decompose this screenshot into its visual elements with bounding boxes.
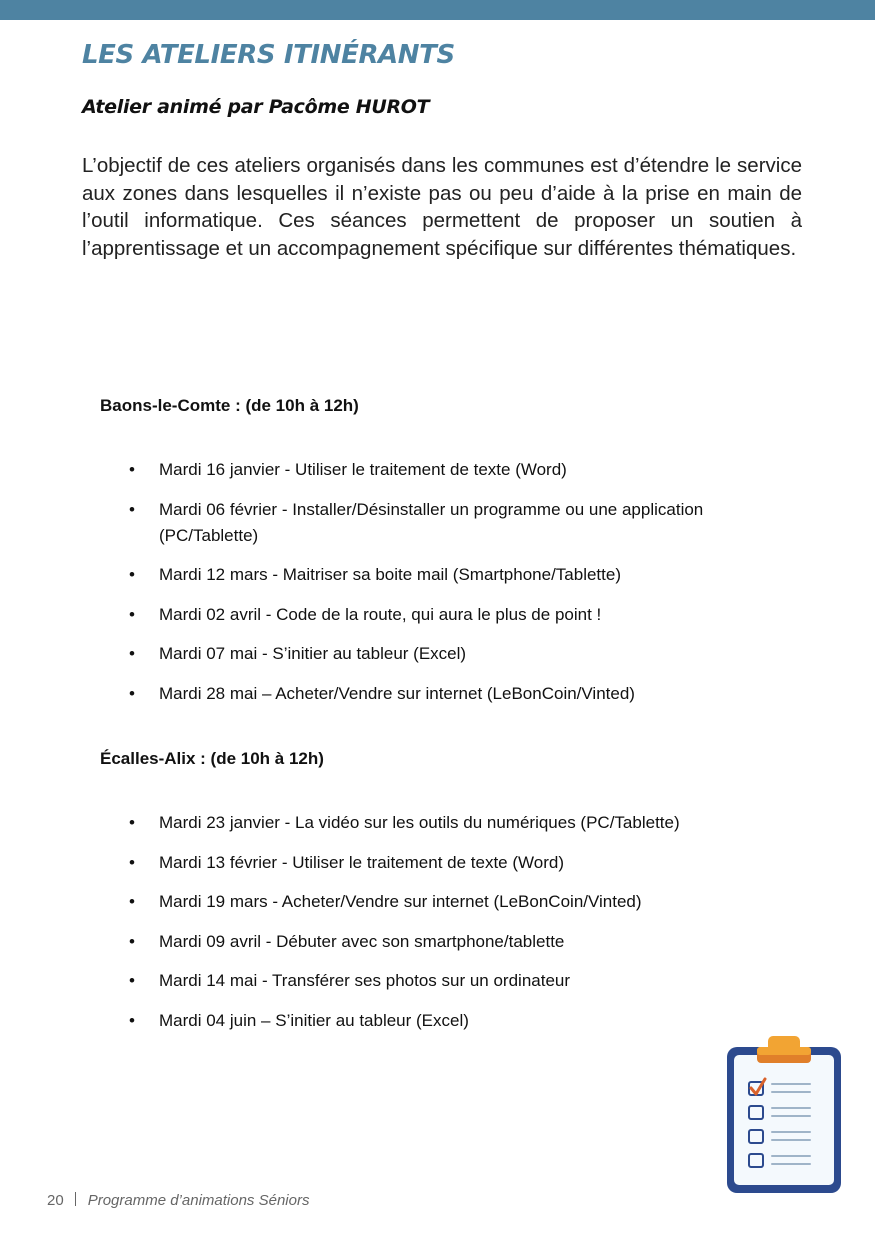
list-item: • Mardi 19 mars - Acheter/Vendre sur internet (LeBonCoin/Vinted) [100,889,770,915]
list-item: • Mardi 07 mai - S’initier au tableur (Excel) [100,641,770,667]
bullet: • [129,604,135,624]
footer-doc-title: Programme d’animations Séniors [87,1192,310,1209]
list-item: • Mardi 14 mai - Transférer ses photos sur un ordinateur [100,968,770,994]
list-item: • Mardi 16 janvier - Utiliser le traitement de texte (Word) [100,457,770,483]
page-footer [47,1192,309,1209]
section-heading-baons: Baons-le-Comte : (de 10h à 12h) [100,396,359,415]
clipboard-checklist-icon [724,1033,844,1195]
page-title: LES ATELIERS ITINÉRANTS [82,40,455,70]
section-heading-ecalles: Écalles-Alix : (de 10h à 12h) [100,749,324,768]
footer-divider [75,1192,76,1206]
list-item: • Mardi 28 mai – Acheter/Vendre sur internet (LeBonCoin/Vinted) [100,681,770,707]
list-item: • Mardi 23 janvier - La vidéo sur les outils du numériques (PC/Tablette) [100,810,770,836]
bullet: • [129,644,135,663]
bullet: • [129,1010,135,1030]
list-item: • Mardi 04 juin – S’initier au tableur (Excel) [100,1008,770,1034]
bullet: • [129,683,135,703]
bullet: • [129,852,135,872]
list-item: • Mardi 12 mars - Maitriser sa boite mail (Smartphone/Tablette) [100,562,770,588]
list-item: • Mardi 09 avril - Débuter avec son smartphone/tablette [100,929,770,955]
bullet: • [129,971,135,990]
bullet: • [129,565,135,584]
session-list-baons [100,457,770,720]
bullet: • [129,813,135,832]
list-item: • Mardi 02 avril - Code de la route, qui aura le plus de point ! [100,602,770,628]
intro-paragraph: L’objectif de ces ateliers organisés dans les communes est d’étendre le service aux zones dans lesquelles il n’existe pas ou peu d’aide à la prise en main de l’outil informatique. Ces séances permettent de proposer un soutien à l’apprentissage et un accompagnement spécifique sur différentes thématiques. [82,154,802,260]
bullet: • [129,460,135,479]
page-number: 20 [47,1192,64,1209]
bullet: • [129,499,135,519]
list-item: • Mardi 06 février - Installer/Désinstaller un programme ou une application (PC/Tablette) [100,497,770,549]
top-color-band [0,0,875,20]
page-subtitle: Atelier animé par Pacôme HUROT [82,96,430,118]
list-item: • Mardi 13 février - Utiliser le traitement de texte (Word) [100,850,770,876]
bullet: • [129,931,135,951]
session-list-ecalles [100,810,770,1047]
bullet: • [129,892,135,911]
